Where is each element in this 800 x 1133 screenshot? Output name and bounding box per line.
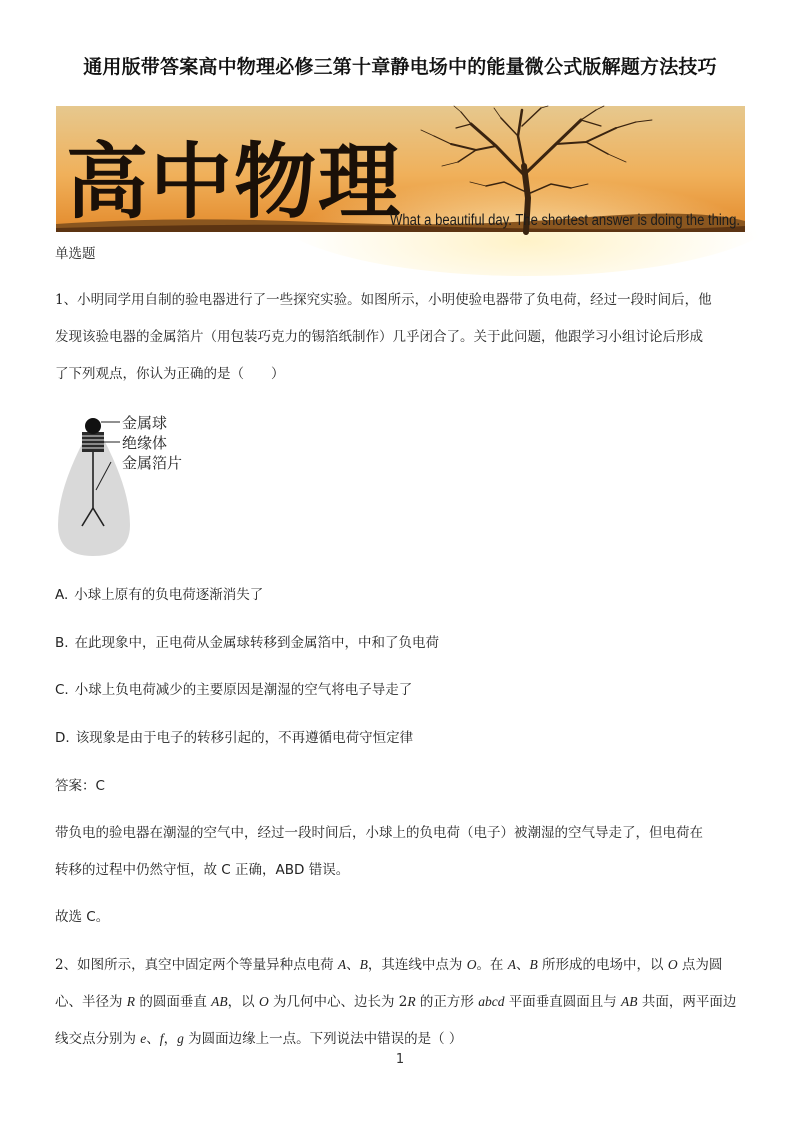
q2-text: 心、半径为 bbox=[55, 994, 127, 1010]
q2-text: 、 bbox=[146, 1031, 160, 1047]
q2-var: O bbox=[258, 994, 269, 1009]
banner-graphic bbox=[56, 106, 745, 232]
option-d-text: 该现象是由于电子的转移引起的，不再遵循电荷守恒定律 bbox=[75, 730, 414, 746]
option-c bbox=[55, 680, 412, 700]
option-c-label: C. bbox=[55, 682, 69, 698]
electroscope-figure bbox=[56, 410, 206, 560]
q2-text: ， bbox=[163, 1031, 178, 1047]
q2-var: f bbox=[159, 1031, 164, 1046]
q2-var: e bbox=[140, 1031, 147, 1046]
q2-var: AB bbox=[211, 994, 228, 1009]
answer-prefix: 答案： bbox=[55, 778, 96, 794]
conclusion-text: 。 bbox=[95, 909, 110, 925]
q2-var: A bbox=[507, 957, 516, 972]
q1-line-1: 1、小明同学用自制的验电器进行了一些探究实验。如图所示，小明使验电器带了负电荷，经过一段时间后，他 bbox=[55, 292, 712, 308]
glass-bulb bbox=[58, 440, 130, 556]
section-label: 单选题 bbox=[55, 246, 96, 262]
explanation-text: 转移的过程中仍然守恒，故 bbox=[55, 862, 222, 878]
option-a bbox=[55, 585, 263, 605]
q2-text: 、 bbox=[515, 957, 530, 973]
q2-text: 共面，两平面边 bbox=[637, 994, 737, 1010]
explanation-text: 错误。 bbox=[304, 862, 350, 878]
q2-var: B bbox=[359, 957, 368, 972]
banner-heading: 高中物理 bbox=[66, 134, 403, 230]
option-b bbox=[55, 633, 439, 653]
document-title: 通用版带答案高中物理必修三第十章静电场中的能量微公式版解题方法技巧 bbox=[83, 56, 717, 78]
q2-text: 点为圆 bbox=[677, 957, 723, 973]
q2-text: ，以 bbox=[227, 994, 259, 1010]
option-d-label: D. bbox=[55, 730, 70, 746]
conclusion-line bbox=[55, 907, 109, 927]
explanation-correct: C bbox=[221, 862, 231, 878]
q2-var: AB bbox=[621, 994, 638, 1009]
q1-line-2: 发现该验电器的金属箔片（用包装巧克力的锡箔纸制作）几乎闭合了。关于此问题，他跟学习小组讨论后形成 bbox=[55, 329, 703, 345]
metal-ball bbox=[85, 418, 101, 434]
q2-text: 、 bbox=[346, 957, 360, 973]
q2-var: O bbox=[466, 957, 477, 972]
q2-text: 为圆面边缘上一点。下列说法中错误的是（ ） bbox=[183, 1031, 463, 1047]
explanation-line-2 bbox=[55, 860, 349, 880]
banner-tagline: What a beautiful day. The shortest answer is doing the thing. bbox=[390, 212, 740, 229]
answer-line bbox=[55, 776, 105, 796]
option-c-text: 小球上负电荷减少的主要原因是潮湿的空气将电子导走了 bbox=[74, 682, 413, 698]
q2-text: 平面垂直圆面且与 bbox=[504, 994, 622, 1010]
explanation-wrong: ABD bbox=[275, 862, 305, 878]
q2-var: R bbox=[126, 994, 136, 1009]
label-metal-ball: 金属球 bbox=[122, 414, 168, 432]
q2-var: abcd bbox=[478, 994, 505, 1009]
explanation-text: 正确， bbox=[230, 862, 276, 878]
q2-text: ，其连线中点为 bbox=[367, 957, 467, 973]
option-d bbox=[55, 728, 413, 748]
q2-var: B bbox=[529, 957, 538, 972]
banner-image bbox=[56, 106, 745, 232]
q2-var: R bbox=[407, 994, 416, 1009]
q2-text: 2、如图所示，真空中固定两个等量异种点电荷 bbox=[55, 957, 338, 973]
q1-line-3: 了下列观点，你认为正确的是（ ） bbox=[55, 366, 285, 382]
conclusion-choice: C bbox=[86, 909, 96, 925]
label-insulator: 绝缘体 bbox=[122, 434, 168, 452]
insulator bbox=[82, 432, 104, 452]
q2-line-3 bbox=[55, 1029, 462, 1049]
q2-text: 。在 bbox=[476, 957, 508, 973]
label-metal-foil: 金属箔片 bbox=[122, 454, 183, 472]
answer-value: C bbox=[95, 778, 105, 794]
option-a-label: A. bbox=[55, 587, 69, 603]
option-b-label: B. bbox=[55, 635, 69, 651]
page-number: 1 bbox=[395, 1052, 405, 1067]
q2-text: 的正方形 bbox=[415, 994, 479, 1010]
explanation-line-1: 带负电的验电器在潮湿的空气中，经过一段时间后，小球上的负电荷（电子）被潮湿的空气导走了，但电荷在 bbox=[55, 825, 703, 841]
option-a-text: 小球上原有的负电荷逐渐消失了 bbox=[74, 587, 264, 603]
q2-var: g bbox=[177, 1031, 184, 1046]
q2-text: 所形成的电场中，以 bbox=[537, 957, 668, 973]
q2-var: A bbox=[337, 957, 347, 972]
q2-var: O bbox=[667, 957, 678, 972]
q2-line-2 bbox=[55, 992, 736, 1012]
conclusion-text: 故选 bbox=[55, 909, 87, 925]
option-b-text: 在此现象中，正电荷从金属球转移到金属箔中，中和了负电荷 bbox=[74, 635, 440, 651]
q2-text: 为几何中心、边长为 2 bbox=[268, 994, 408, 1010]
q2-text: 的圆面垂直 bbox=[135, 994, 212, 1010]
q2-line-1 bbox=[55, 955, 722, 975]
q2-text: 线交点分别为 bbox=[55, 1031, 141, 1047]
